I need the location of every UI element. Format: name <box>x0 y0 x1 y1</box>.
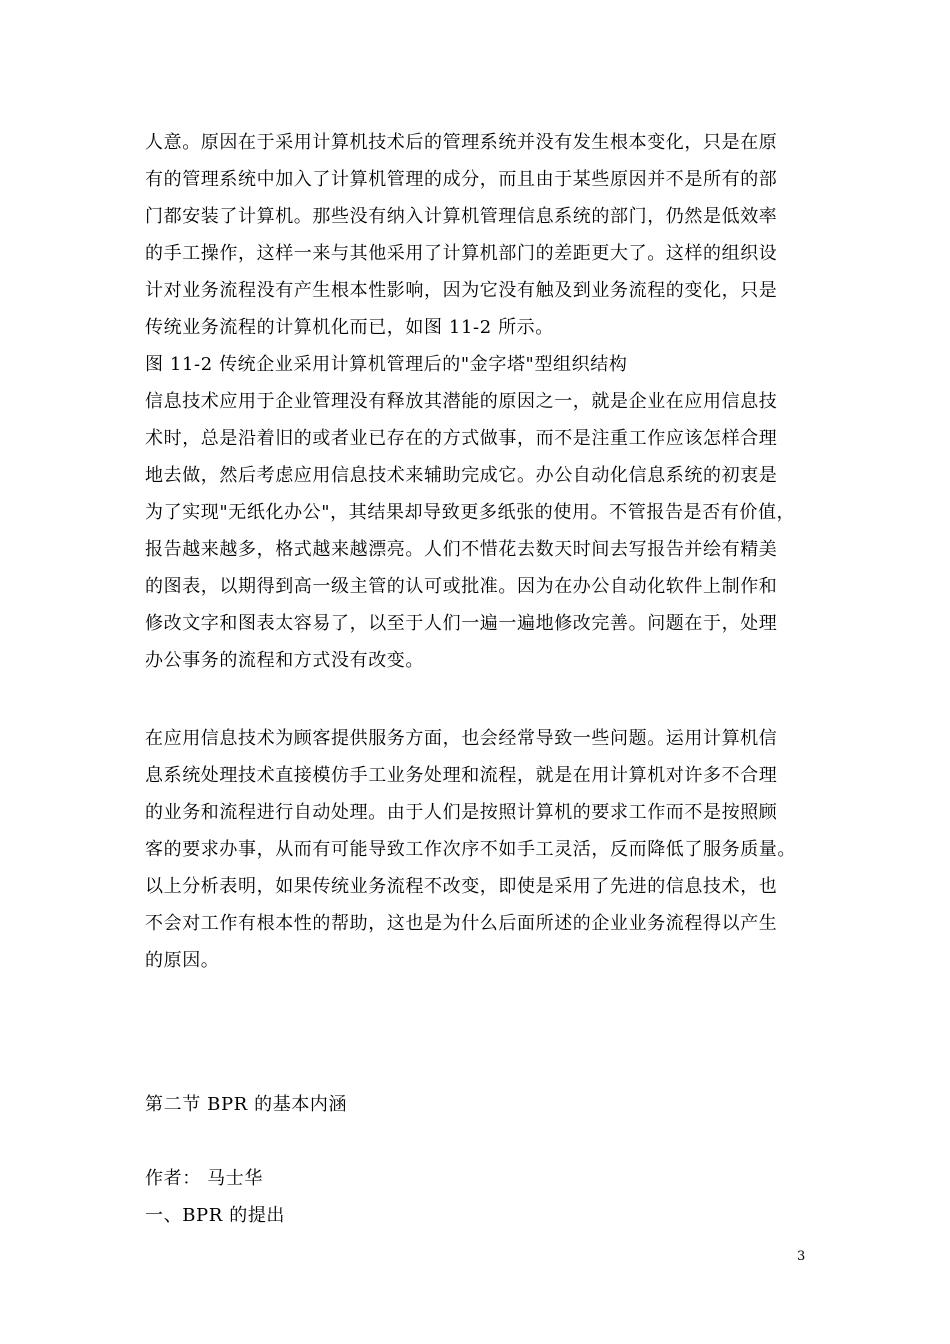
paragraph-2-line: 信息技术应用于企业管理没有释放其潜能的原因之一，就是企业在应用信息技 <box>145 391 778 412</box>
paragraph-1-line: 传统业务流程的计算机化而已，如图 11-2 所示。 <box>145 317 554 338</box>
figure-caption: 图 11-2 传统企业采用计算机管理后的"金字塔"型组织结构 <box>145 354 628 375</box>
paragraph-1-line: 的手工操作，这样一来与其他采用了计算机部门的差距更大了。这样的组织设 <box>145 243 778 264</box>
paragraph-2-line: 修改文字和图表太容易了，以至于人们一遍一遍地修改完善。问题在于，处理 <box>145 613 778 634</box>
paragraph-1-line: 门都安装了计算机。那些没有纳入计算机管理信息系统的部门，仍然是低效率 <box>145 206 778 227</box>
paragraph-2-line: 办公事务的流程和方式没有改变。 <box>145 650 424 671</box>
paragraph-3-line: 在应用信息技术为顾客提供服务方面，也会经常导致一些问题。运用计算机信 <box>145 728 778 749</box>
paragraph-3-line: 以上分析表明，如果传统业务流程不改变，即使是采用了先进的信息技术，也 <box>145 876 778 897</box>
paragraph-1-line: 计对业务流程没有产生根本性影响，因为它没有触及到业务流程的变化，只是 <box>145 280 778 301</box>
paragraph-3-line: 的原因。 <box>145 950 220 971</box>
paragraph-1-line: 人意。原因在于采用计算机技术后的管理系统并没有发生根本变化，只是在原 <box>145 132 778 153</box>
paragraph-3-line: 不会对工作有根本性的帮助，这也是为什么后面所述的企业业务流程得以产生 <box>145 913 778 934</box>
page-number: 3 <box>797 1249 806 1264</box>
section-heading: 第二节 BPR 的基本内涵 <box>145 1094 348 1115</box>
paragraph-3-line: 的业务和流程进行自动处理。由于人们是按照计算机的要求工作而不是按照顾 <box>145 802 778 823</box>
paragraph-1-line: 有的管理系统中加入了计算机管理的成分，而且由于某些原因并不是所有的部 <box>145 169 778 190</box>
paragraph-3-line: 息系统处理技术直接模仿手工业务处理和流程，就是在用计算机对许多不合理 <box>145 765 778 786</box>
paragraph-2-line: 地去做，然后考虑应用信息技术来辅助完成它。办公自动化信息系统的初衷是 <box>145 465 778 486</box>
paragraph-2-line: 报告越来越多，格式越来越漂亮。人们不惜花去数天时间去写报告并绘有精美 <box>145 539 778 560</box>
subheading: 一、BPR 的提出 <box>145 1205 286 1226</box>
author-line: 作者： 马士华 <box>145 1168 263 1189</box>
paragraph-2-line: 的图表，以期得到高一级主管的认可或批准。因为在办公自动化软件上制作和 <box>145 576 778 597</box>
paragraph-3-line: 客的要求办事，从而有可能导致工作次序不如手工灵活，反而降低了服务质量。 <box>145 839 796 860</box>
paragraph-2-line: 术时，总是沿着旧的或者业已存在的方式做事，而不是注重工作应该怎样合理 <box>145 428 778 449</box>
paragraph-2-line: 为了实现"无纸化办公"，其结果却导致更多纸张的使用。不管报告是否有价值， <box>145 502 796 523</box>
